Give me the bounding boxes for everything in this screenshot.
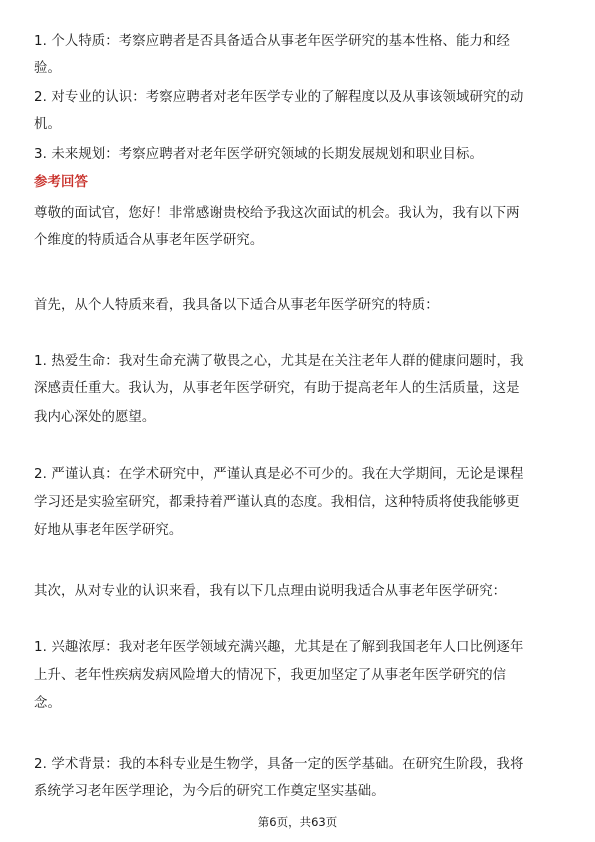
section2-point1-line-3: 念。 (34, 696, 61, 711)
section1-point2-line-3: 好地从事老年医学研究。 (34, 523, 183, 538)
section2-point1-line-1: 1. 兴趣浓厚：我对老年医学领域充满兴趣，尤其是在了解到我国老年人口比例逐年 (34, 640, 524, 655)
section2-point2-line-2: 系统学习老年医学理论，为今后的研究工作奠定坚实基础。 (34, 784, 385, 799)
page-number: 第6页，共63页 (257, 815, 338, 829)
criteria-2-line-2: 机。 (34, 117, 61, 132)
section1-point1-line-3: 我内心深处的愿望。 (34, 410, 156, 425)
greeting-line-2: 个维度的特质适合从事老年医学研究。 (34, 233, 264, 248)
section2-point2-line-1: 2. 学术背景：我的本科专业是生物学，具备一定的医学基础。在研究生阶段，我将 (34, 757, 524, 772)
criteria-1-line-1: 1. 个人特质：考察应聘者是否具备适合从事老年医学研究的基本性格、能力和经 (34, 34, 511, 49)
greeting-line-1: 尊敬的面试官，您好！非常感谢贵校给予我这次面试的机会。我认为，我有以下两 (34, 206, 520, 221)
section1-point2-line-2: 学习还是实验室研究，都秉持着严谨认真的态度。我相信，这种特质将使我能够更 (34, 495, 520, 510)
section1-intro: 首先，从个人特质来看，我具备以下适合从事老年医学研究的特质： (34, 298, 439, 313)
section1-point1-line-2: 深感责任重大。我认为，从事老年医学研究，有助于提高老年人的生活质量，这是 (34, 381, 520, 396)
criteria-1-line-2: 验。 (34, 61, 61, 76)
section1-point1-line-1: 1. 热爱生命：我对生命充满了敬畏之心，尤其是在关注老年人群的健康问题时，我 (34, 354, 524, 369)
section1-point2-line-1: 2. 严谨认真：在学术研究中，严谨认真是必不可少的。我在大学期间，无论是课程 (34, 467, 524, 482)
section2-intro: 其次，从对专业的认识来看，我有以下几点理由说明我适合从事老年医学研究： (34, 584, 507, 599)
answer-heading: 参考回答 (34, 175, 88, 190)
section2-point1-line-2: 上升、老年性疾病发病风险增大的情况下，我更加坚定了从事老年医学研究的信 (34, 668, 507, 683)
criteria-2-line-1: 2. 对专业的认识：考察应聘者对老年医学专业的了解程度以及从事该领域研究的动 (34, 90, 524, 105)
criteria-3-line-1: 3. 未来规划：考察应聘者对老年医学研究领域的长期发展规划和职业目标。 (34, 147, 484, 162)
